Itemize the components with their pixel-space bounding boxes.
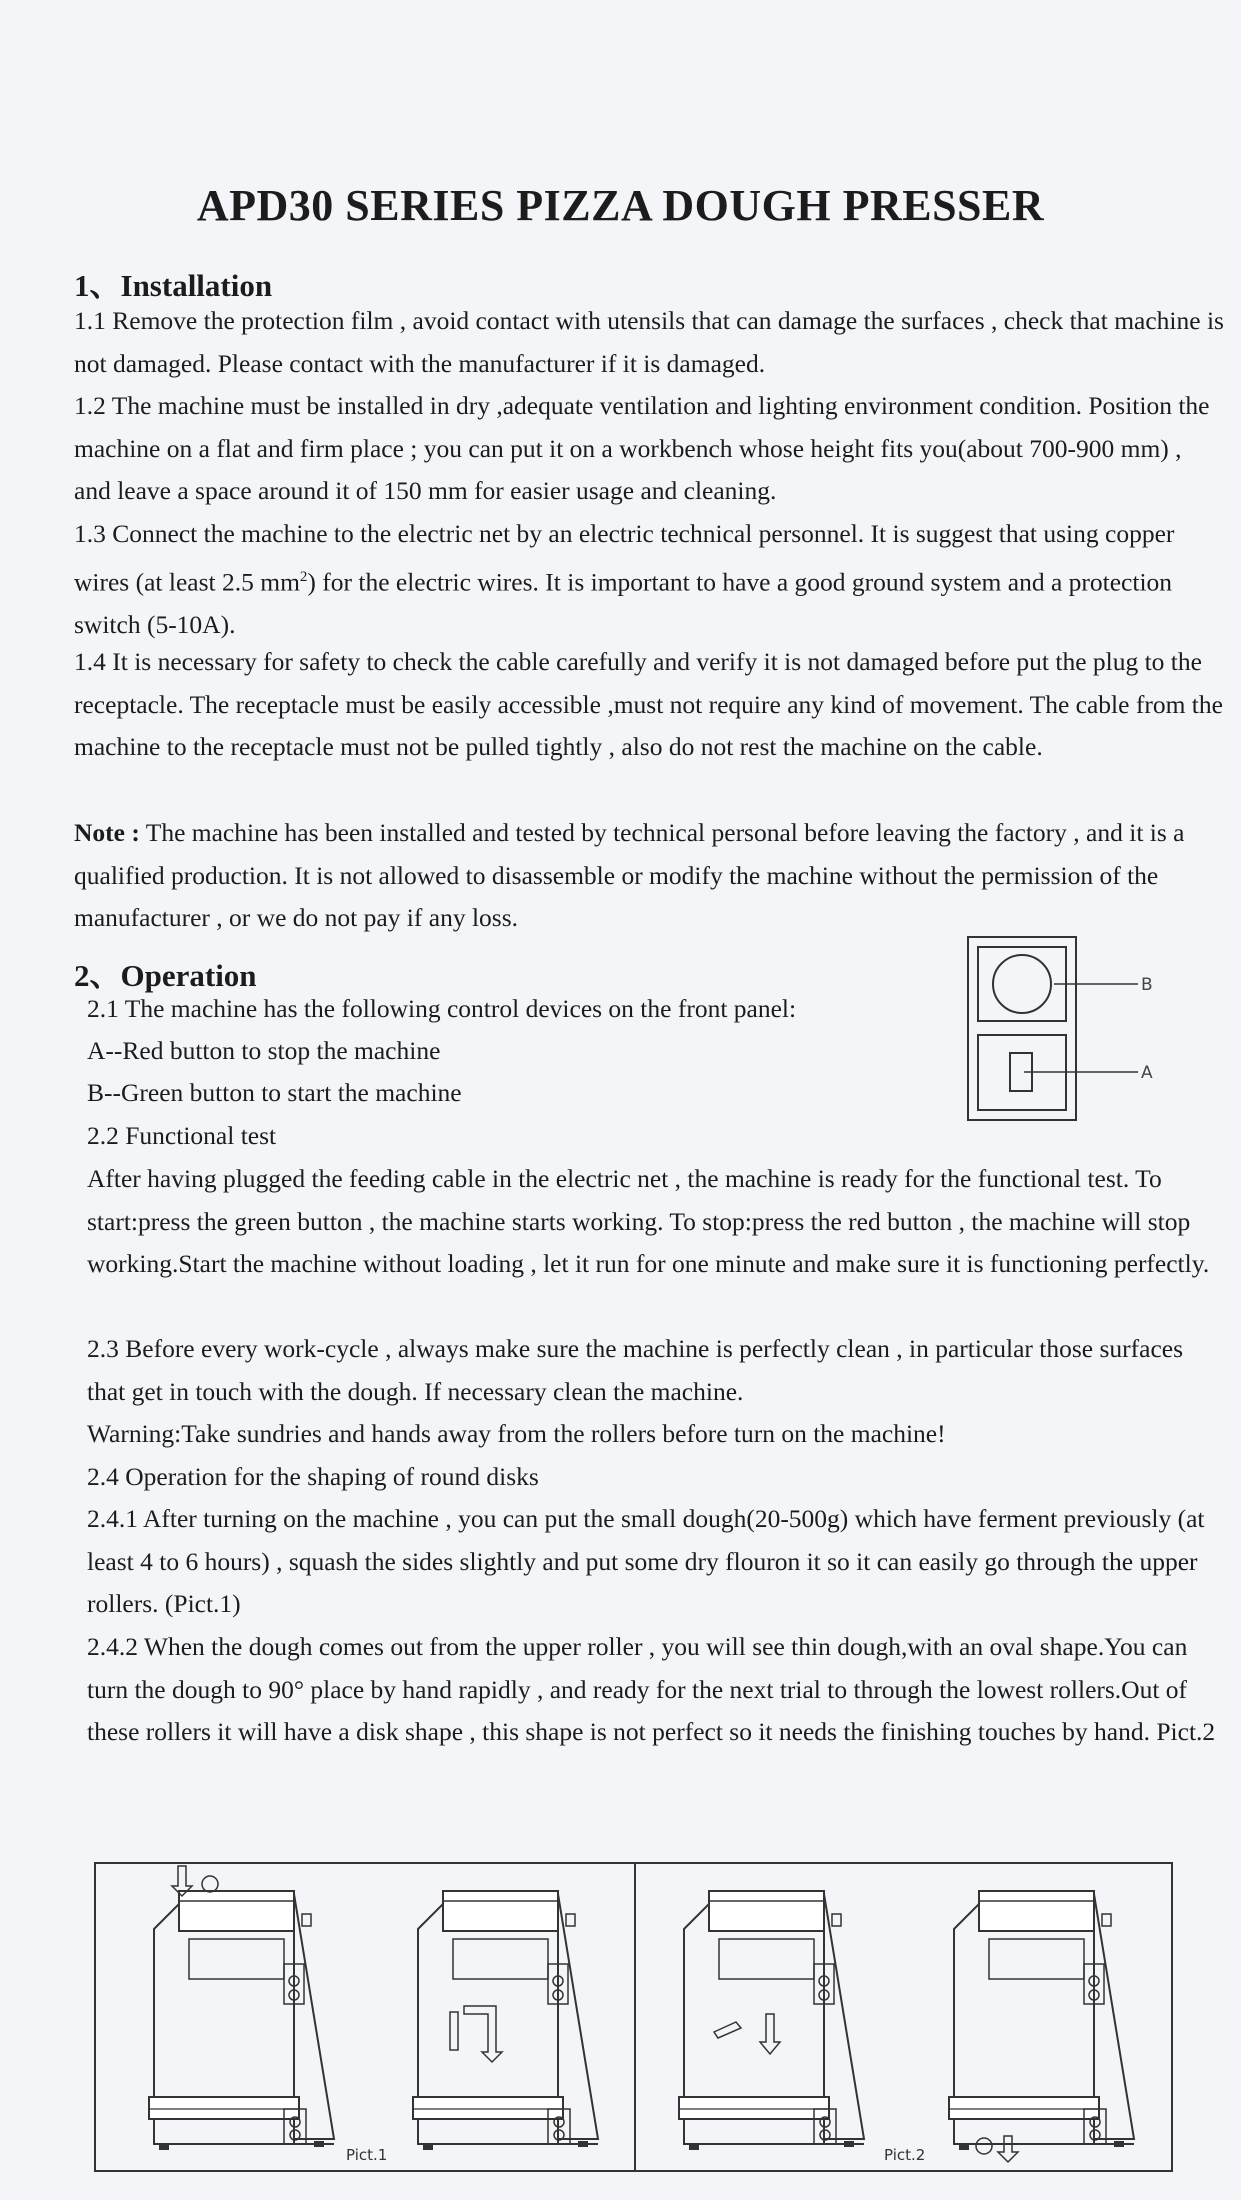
pict-1-label: Pict.1 [346,2146,388,2164]
paragraph-2-2: After having plugged the feeding cable in the electric net , the machine is ready for the functional test. To start:press the green button , the machine starts working. To stop:press the red button , the machine will stop working.Start the machine without loading , let it run for one minute and make sure it is functioning perfectly. [87,1164,1210,1278]
dough-path-arrow-icon-2 [450,2006,502,2062]
document-title: APD30 SERIES PIZZA DOUGH PRESSER [196,181,1045,230]
note-text: The machine has been installed and tested by technical personal before leaving the factory , and it is a qualified production. It is not allowed to disassemble or modify the machine without the permission of the manufacturer , or we do not pay if any loss. [74,818,1185,932]
paragraph-2-3: 2.3 Before every work-cycle , always make sure the machine is perfectly clean , in particular those surfaces that get in touch with the dough. If necessary clean the machine. [87,1334,1184,1406]
section-heading-installation: 1、Installation [74,268,273,303]
picture-strip [94,1862,1173,2172]
section-heading-operation: 2、Operation [74,958,257,993]
warning-line: Warning:Take sundries and hands away from the rollers before turn on the machine! [87,1419,946,1448]
paragraph-2-4-2: 2.4.2 When the dough comes out from the upper roller , you will see thin dough,with an oval shape.You can turn the dough to 90° place by hand rapidly , and ready for the next trial to through the lowest rollers.Out of these rollers it will have a disk shape , this shape is not perfect so it needs the finishing touches by hand. Pict.2 [87,1632,1216,1746]
paragraph-2-4-title: 2.4 Operation for the shaping of round disks [87,1462,539,1491]
paragraph-1-4: 1.4 It is necessary for safety to check the cable carefully and verify it is not damaged before put the plug to the receptacle. The receptacle must be easily accessible ,must not require any kind of movement. The cable from the machine to the receptacle must not be pulled tightly , also do not rest the machine on the cable. [74,647,1223,761]
machine-figure-2 [413,1891,598,2150]
paragraph-1-2: 1.2 The machine must be installed in dry ,adequate ventilation and lighting environment condition. Position the machine on a flat and firm place ; you can put it on a workbench whose height fits you(about 700-900 mm) , and leave a space around it of 150 mm for easier usage and cleaning. [74,391,1210,505]
control-b-line: B--Green button to start the machine [87,1078,462,1107]
paragraph-1-3-part-b: ) for the electric wires. It is important to have a good ground system and a protection switch (5-10A). [74,567,1173,639]
control-a-line: A--Red button to stop the machine [87,1036,441,1065]
paragraph-1-3 [74,513,1224,646]
machine-figure-4 [949,1891,1134,2150]
superscript-2: 2 [299,568,308,585]
paragraph-1-3-part-a: 1.3 Connect the machine to the electric net by an electric technical personnel. It is suggest that using copper wires (at least 2.5 mm [74,519,1175,596]
machine-figure-1 [149,1891,334,2150]
paragraph-1-1: 1.1 Remove the protection film , avoid contact with utensils that can damage the surfaces , check that machine is not damaged. Please contact with the manufacturer if it is damaged. [74,306,1224,378]
dough-path-arrow-icon-3 [714,2014,780,2054]
note-label: Note : [74,818,140,847]
pict-2-label: Pict.2 [884,2146,926,2164]
paragraph-2-1: 2.1 The machine has the following control devices on the front panel: [87,994,797,1023]
machine-illustrations [96,1864,1171,2170]
dough-out-arrow-icon-4 [976,2136,1018,2162]
paragraph-2-4-1: 2.4.1 After turning on the machine , you can put the small dough(20-500g) which have ferment previously (at least 4 to 6 hours) , squash the sides slightly and put some dry flouron it so it can easily go through the upper rollers. (Pict.1) [87,1504,1205,1618]
control-panel-diagram [966,935,1166,1125]
label-a: A [1141,1063,1153,1083]
panel-b-frame [978,947,1066,1021]
machine-figure-3 [679,1891,864,2150]
paragraph-2-2-title: 2.2 Functional test [87,1121,277,1150]
green-button-icon [993,955,1051,1013]
panel-outline [968,937,1076,1120]
installation-note [74,812,1224,940]
label-b: B [1141,975,1153,995]
